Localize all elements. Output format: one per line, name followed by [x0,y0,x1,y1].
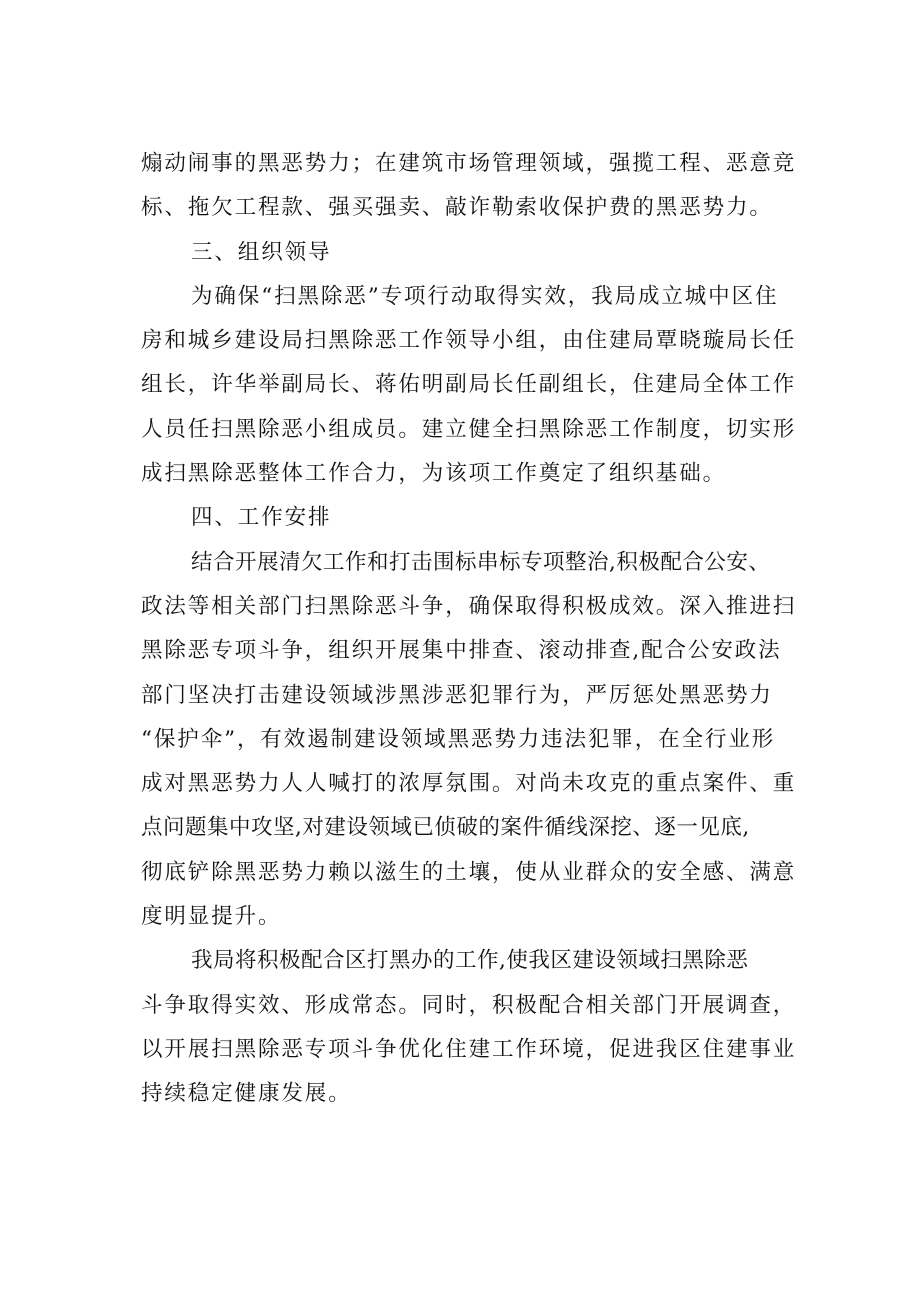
body-line: 斗争取得实效、形成常态。同时，积极配合相关部门开展调查， [141,992,797,1018]
body-line: 黑除恶专项斗争，组织开展集中排查、滚动排查,配合公安政法 [141,638,782,664]
paragraph-first-line: 我局将积极配合区打黑办的工作,使我区建设领域扫黑除恶 [191,948,749,974]
paragraph-first-line: 结合开展清欠工作和打击围标串标专项整治,积极配合公安、 [191,549,771,575]
body-line: 成扫黑除恶整体工作合力，为该项工作奠定了组织基础。 [141,461,727,487]
body-line: 政法等相关部门扫黑除恶斗争，确保取得积极成效。深入推进扫 [141,593,797,619]
body-line: 成对黑恶势力人人喊打的浓厚氛围。对尚未攻克的重点案件、重 [141,771,797,797]
body-line: 点问题集中攻坚,对建设领域已侦破的案件循线深挖、逐一见底, [141,815,750,841]
paragraph-first-line: 为确保“扫黑除恶”专项行动取得实效，我局成立城中区住 [191,283,779,309]
section-heading-work-arrangement: 四、工作安排 [191,505,332,531]
body-line: 持续稳定健康发展。 [141,1081,352,1107]
body-line: 标、拖欠工程款、强买强卖、敲诈勒索收保护费的黑恶势力。 [141,195,773,221]
body-line: 以开展扫黑除恶专项斗争优化住建工作环境，促进我区住建事业 [141,1036,797,1062]
body-line: 度明显提升。 [141,904,282,930]
section-heading-organization: 三、组织领导 [191,239,332,265]
document-body [141,142,797,1117]
body-line: 组长，许华举副局长、蒋佑明副局长任副组长，住建局全体工作 [141,372,797,398]
body-line: 房和城乡建设局扫黑除恶工作领导小组，由住建局覃晓璇局长任 [141,328,797,354]
body-line: 部门坚决打击建设领域涉黑涉恶犯罪行为，严厉惩处黑恶势力 [141,682,773,708]
body-line: 煽动闹事的黑恶势力；在建筑市场管理领域，强揽工程、恶意竞 [141,151,797,176]
body-line: 人员任扫黑除恶小组成员。建立健全扫黑除恶工作制度，切实形 [141,416,797,442]
body-line: “保护伞”，有效遏制建设领域黑恶势力违法犯罪，在全行业形 [141,726,776,752]
body-line: 彻底铲除黑恶势力赖以滋生的土壤，使从业群众的安全感、满意 [141,859,797,885]
